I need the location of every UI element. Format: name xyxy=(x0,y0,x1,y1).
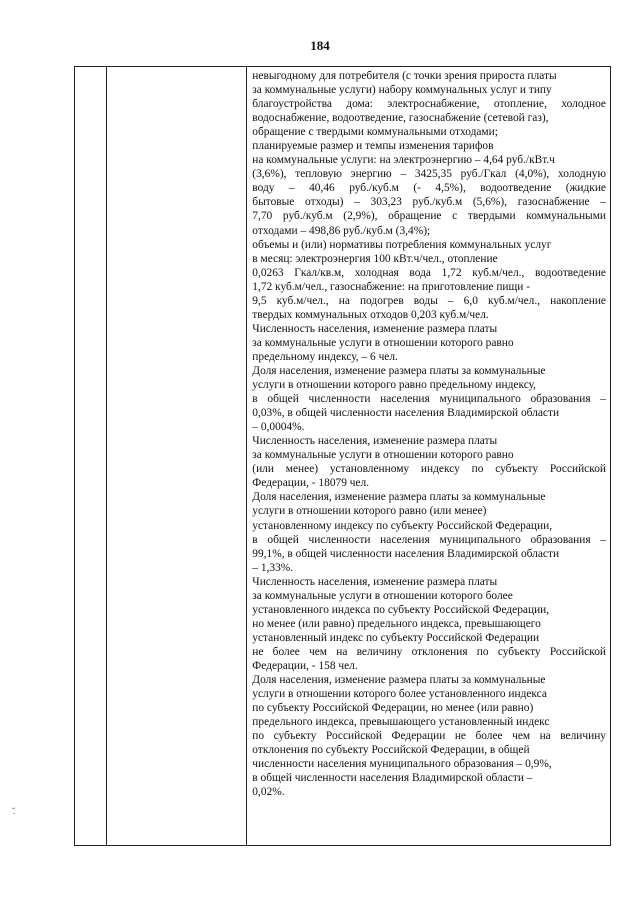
text-line: 0,0263 Гкал/кв.м, холодная вода 1,72 куб.м/чел., водоотведение xyxy=(252,266,606,279)
text-line: установленного индекса по субъекту Российской Федерации, xyxy=(252,603,550,616)
text-line: водоснабжение, водоотведение, газоснабжение (сетевой газ), xyxy=(252,112,549,125)
text-line: 1,72 куб.м/чел., газоснабжение: на приготовление пищи - xyxy=(252,280,531,293)
text-line: в общей численности населения муниципального образования – xyxy=(252,533,606,546)
text-line: на коммунальные услуги: на электроэнергию – 4,64 руб./кВт.ч xyxy=(252,154,555,167)
text-line: отклонения по субъекту Российской Федерации, в общей xyxy=(252,744,530,757)
text-line: услуги в отношении которого более установленного индекса xyxy=(252,688,547,701)
text-line: – 1,33%. xyxy=(252,561,294,574)
description-text xyxy=(247,67,610,799)
text-line: – 0,0004%. xyxy=(252,421,305,434)
text-line: Численность населения, изменение размера платы xyxy=(252,322,498,335)
text-line: в общей численности населения муниципального образования – xyxy=(252,393,606,406)
text-line: (3,6%), тепловую энергию – 3425,35 руб./Гкал (4,0%), холодную xyxy=(252,168,606,181)
text-line: планируемые размер и темпы изменения тарифов xyxy=(252,140,494,153)
text-line: 7,70 руб./куб.м (2,9%), обращение с твердыми коммунальными xyxy=(252,210,606,223)
text-line: 0,02%. xyxy=(252,786,285,799)
text-line: за коммунальные услуги в отношении которого более xyxy=(252,589,513,602)
document-table xyxy=(74,66,611,846)
text-line: твердых коммунальных отходов 0,203 куб.м/чел. xyxy=(252,308,489,321)
text-line: воду – 40,46 руб./куб.м (- 4,5%), водоотведение (жидкие xyxy=(252,182,606,195)
text-line: численности населения муниципального образования – 0,9%, xyxy=(252,758,552,771)
text-line: установленному индексу по субъекту Российской Федерации, xyxy=(252,519,553,532)
text-line: бытовые отходы) – 303,23 руб./куб.м (5,6%), газоснабжение – xyxy=(252,196,606,209)
scan-artifact: ˇ. xyxy=(12,806,14,816)
text-line: в общей численности населения Владимирской области – xyxy=(252,772,533,785)
text-line: не более чем на величину отклонения по субъекту Российской xyxy=(252,645,606,658)
text-line: Доля населения, изменение размера платы за коммунальные xyxy=(252,364,546,377)
page-number: 184 xyxy=(310,38,330,53)
text-line: (или менее) установленному индексу по субъекту Российской xyxy=(252,463,606,476)
text-line: благоустройства дома: электроснабжение, отопление, холодное xyxy=(252,98,606,111)
text-line: предельному индексу, – 6 чел. xyxy=(252,350,398,363)
text-line: за коммунальные услуги в отношении которого равно xyxy=(252,336,514,349)
text-line: объемы и (или) нормативы потребления коммунальных услуг xyxy=(252,238,552,251)
text-line: услуги в отношении которого равно (или менее) xyxy=(252,505,487,518)
text-line: Численность населения, изменение размера платы xyxy=(252,575,498,588)
text-line: Доля населения, изменение размера платы за коммунальные xyxy=(252,491,546,504)
text-line: обращение с твердыми коммунальными отходами; xyxy=(252,126,498,139)
text-line: 99,1%, в общей численности населения Владимирской области xyxy=(252,547,560,560)
text-line: Численность населения, изменение размера платы xyxy=(252,435,498,448)
text-line: за коммунальные услуги в отношении которого равно xyxy=(252,449,514,462)
table-row xyxy=(75,67,611,846)
text-line: в месяц: электроэнергия 100 кВт.ч/чел., отопление xyxy=(252,252,498,265)
text-line: услуги в отношении которого равно предельному индексу, xyxy=(252,379,537,392)
text-line: 0,03%, в общей численности населения Владимирской области xyxy=(252,407,560,420)
text-line: отходами – 498,86 руб./куб.м (3,4%); xyxy=(252,224,431,237)
text-line: Федерации, - 18079 чел. xyxy=(252,477,370,490)
table-cell-number xyxy=(75,67,107,846)
text-line: по субъекту Российской Федерации не более чем на величину xyxy=(252,730,606,743)
text-line: по субъекту Российской Федерации, но менее (или равно) xyxy=(252,702,534,715)
text-line: предельного индекса, превышающего установленный индекс xyxy=(252,716,550,729)
text-line: Федерации, - 158 чел. xyxy=(252,659,358,672)
text-line: но менее (или равно) предельного индекса, превышающего xyxy=(252,617,541,630)
text-line: за коммунальные услуги) набору коммунальных услуг и типу xyxy=(252,84,552,97)
table-cell-name xyxy=(107,67,247,846)
text-line: установленный индекс по субъекту Российской Федерации xyxy=(252,631,540,644)
text-line: 9,5 куб.м/чел., на подогрев воды – 6,0 куб.м/чел., накопление xyxy=(252,294,606,307)
text-line: Доля населения, изменение размера платы за коммунальные xyxy=(252,674,546,687)
text-line: невыгодному для потребителя (с точки зрения прироста платы xyxy=(252,70,557,82)
table-cell-description xyxy=(247,67,611,846)
